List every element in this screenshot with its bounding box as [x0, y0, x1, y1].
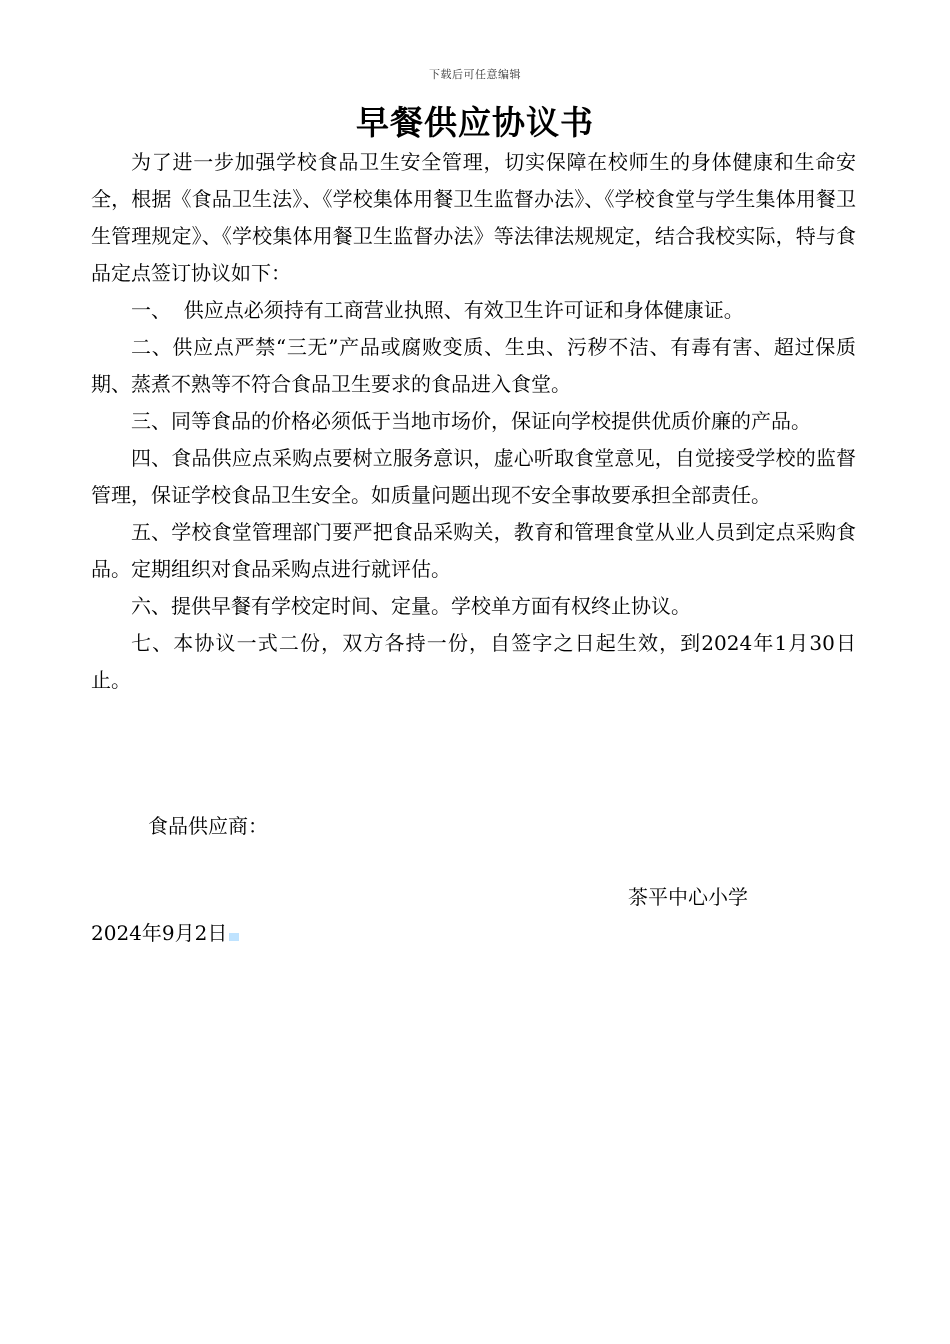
header-note: 下载后可任意编辑: [429, 68, 521, 81]
clause-6: 六、提供早餐有学校定时间、定量。学校单方面有权终止协议。: [131, 594, 691, 618]
supplier-signature-label: 食品供应商：: [148, 814, 268, 838]
clause-4: 四、食品供应点采购点要树立服务意识，虚心听取食堂意见，自觉接受学校的监督管理，保证学校食品卫生安全。如质量问题出现不安全事故要承担全部责任。: [91, 446, 856, 507]
signing-date-line: [91, 915, 239, 952]
clause-5: 五、学校食堂管理部门要严把食品采购关，教育和管理食堂从业人员到定点采购食品。定期组织对食品采购点进行就评估。: [91, 520, 856, 581]
intro-paragraph: 为了进一步加强学校食品卫生安全管理，切实保障在校师生的身体健康和生命安全，根据《食品卫生法》、《学校集体用餐卫生监督办法》、《学校食堂与学生集体用餐卫生管理规定》、《学校集体用餐卫生监督办法》等法律法规规定，结合我校实际，特与食品定点签订协议如下：: [91, 150, 856, 285]
clause-1: 一、 供应点必须持有工商营业执照、有效卫生许可证和身体健康证。: [131, 298, 744, 322]
clause-3: 三、同等食品的价格必须低于当地市场价，保证向学校提供优质价廉的产品。: [131, 409, 811, 433]
agreement-body: [91, 144, 856, 699]
text-cursor-marker: [229, 933, 239, 941]
school-name: 茶平中心小学: [628, 885, 748, 909]
signing-date: 2024年9月2日: [91, 921, 228, 945]
clause-2: 二、供应点严禁“三无”产品或腐败变质、生虫、污秽不洁、有毒有害、超过保质期、蒸煮不熟等不符合食品卫生要求的食品进入食堂。: [91, 335, 856, 396]
document-title: 早餐供应协议书: [356, 103, 594, 142]
clause-7: 七、本协议一式二份，双方各持一份，自签字之日起生效，到2024年1月30日止。: [91, 631, 856, 692]
